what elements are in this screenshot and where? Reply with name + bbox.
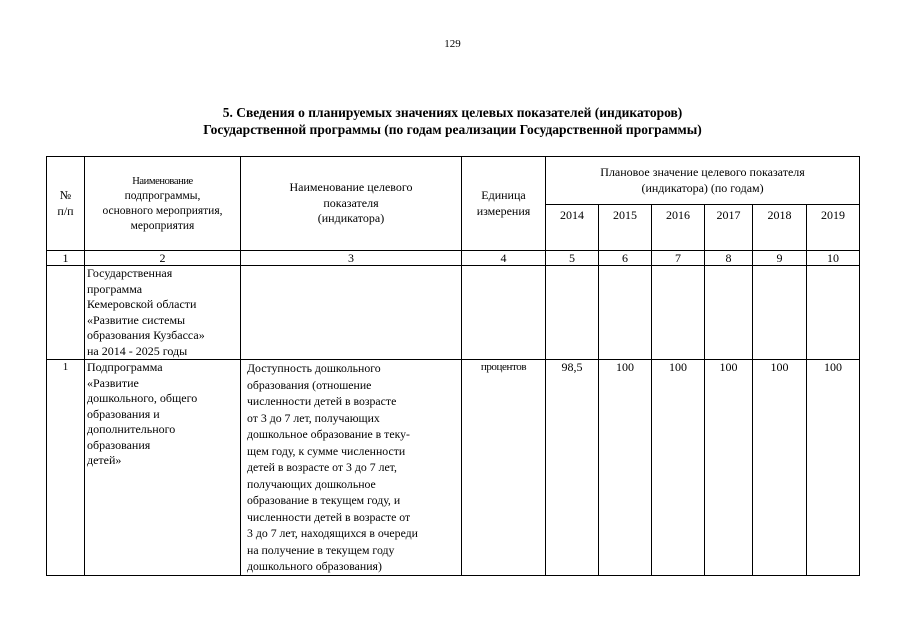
indicator-name-line: образования (отношение [247,377,372,392]
column-number-7: 7 [652,251,705,266]
value-2014: 98,5 [546,360,599,576]
header-year-2017: 2017 [705,205,753,251]
subprogram-name-line: дополнительного [87,422,176,436]
program-name-line: Кемеровской области [87,297,197,311]
header-year-2019: 2019 [807,205,860,251]
subprogram-name-line: образования и [87,406,160,421]
indicator-name-line: на получение в текущем году [247,542,395,557]
indicators-table [46,156,860,576]
indicator-name-line: 3 до 7 лет, находящихся в очереди [247,526,418,540]
header-year-2015: 2015 [599,205,652,251]
indicator-cell [241,266,462,360]
value-2016 [652,266,705,360]
indicator-name [241,360,462,576]
value-2015: 100 [599,360,652,576]
value-2018: 100 [753,360,807,576]
title-line-1: 5. Сведения о планируемых значениях целевых показателей (индикаторов) [222,105,683,120]
column-number-4: 4 [462,251,546,266]
subprogram-name-line: дошкольного, общего [87,391,198,405]
program-name-line: «Развитие системы [87,312,186,327]
program-name [85,266,241,360]
column-number-1: 1 [47,251,85,266]
header-year-2014: 2014 [546,205,599,251]
header-unit [462,157,546,251]
value-2016: 100 [652,360,705,576]
program-name-line: образования Кузбасса» [87,328,205,342]
unit-cell [462,266,546,360]
indicator-name-line: дошкольного образования) [247,559,382,573]
header-subprogram-line-1: Наименование [132,175,193,187]
header-subprogram-line-3: основного мероприятия, [102,204,223,217]
header-indicator-line-3: (индикатора) [317,211,385,226]
program-name-line: на 2014 - 2025 годы [87,343,188,358]
indicator-name-line: образование в текущем году, и [247,493,401,507]
header-indicator-line-2: показателя [323,195,379,210]
header-subprogram [85,157,241,251]
subprogram-name-line: Подпрограмма [87,360,163,374]
header-num-line-2: п/п [57,203,74,218]
header-unit-line-2: измерения [476,203,531,218]
document-title [0,104,905,138]
value-2014 [546,266,599,360]
subprogram-name-line: «Развитие [87,375,139,390]
value-2019: 100 [807,360,860,576]
header-num [47,157,85,251]
value-2018 [753,266,807,360]
value-2019 [807,266,860,360]
header-num-line-1: № [59,188,72,202]
value-2017: 100 [705,360,753,576]
header-year-2018: 2018 [753,205,807,251]
column-number-8: 8 [705,251,753,266]
header-subprogram-line-4: мероприятия [130,219,195,232]
program-name-line: программа [87,281,143,296]
indicator-name-line: численности детей в возрасте от [247,509,411,524]
column-number-row [47,251,860,266]
column-number-10: 10 [807,251,860,266]
subprogram-name-line: образования [87,437,151,452]
header-planned [546,157,860,205]
column-number-6: 6 [599,251,652,266]
indicator-name-line: Доступность дошкольного [247,361,381,375]
header-indicator-line-1: Наименование целевого [289,180,413,195]
indicator-name-line: дошкольное образование в теку- [247,427,410,441]
indicator-name-line: детей в возрасте от 3 до 7 лет, [247,460,397,474]
subprogram-name [85,360,241,576]
indicator-name-line: от 3 до 7 лет, получающих [247,410,380,425]
column-number-3: 3 [241,251,462,266]
page-number: 129 [444,38,461,50]
header-year-2016: 2016 [652,205,705,251]
header-planned-line-1: Плановое значение целевого показателя [600,165,805,179]
column-number-5: 5 [546,251,599,266]
indicator-name-line: щем году, к сумме численности [247,443,406,458]
indicator-name-line: получающих дошкольное [247,476,376,491]
table-row [47,266,860,360]
program-name-line: Государственная [87,266,173,280]
row-number [47,266,85,360]
value-2017 [705,266,753,360]
header-planned-line-2: (индикатора) (по годам) [641,180,764,195]
table-row [47,360,860,576]
header-indicator [241,157,462,251]
header-unit-line-1: Единица [481,188,526,202]
column-number-9: 9 [753,251,807,266]
row-number: 1 [47,360,85,576]
indicator-name-line: численности детей в возрасте [247,394,397,408]
header-subprogram-line-2: подпрограммы, [124,189,201,202]
column-number-2: 2 [85,251,241,266]
value-2015 [599,266,652,360]
unit-cell: процентов [462,360,546,576]
subprogram-name-line: детей» [87,453,122,467]
title-line-2: Государственной программы (по годам реализации Государственной программы) [203,122,702,137]
